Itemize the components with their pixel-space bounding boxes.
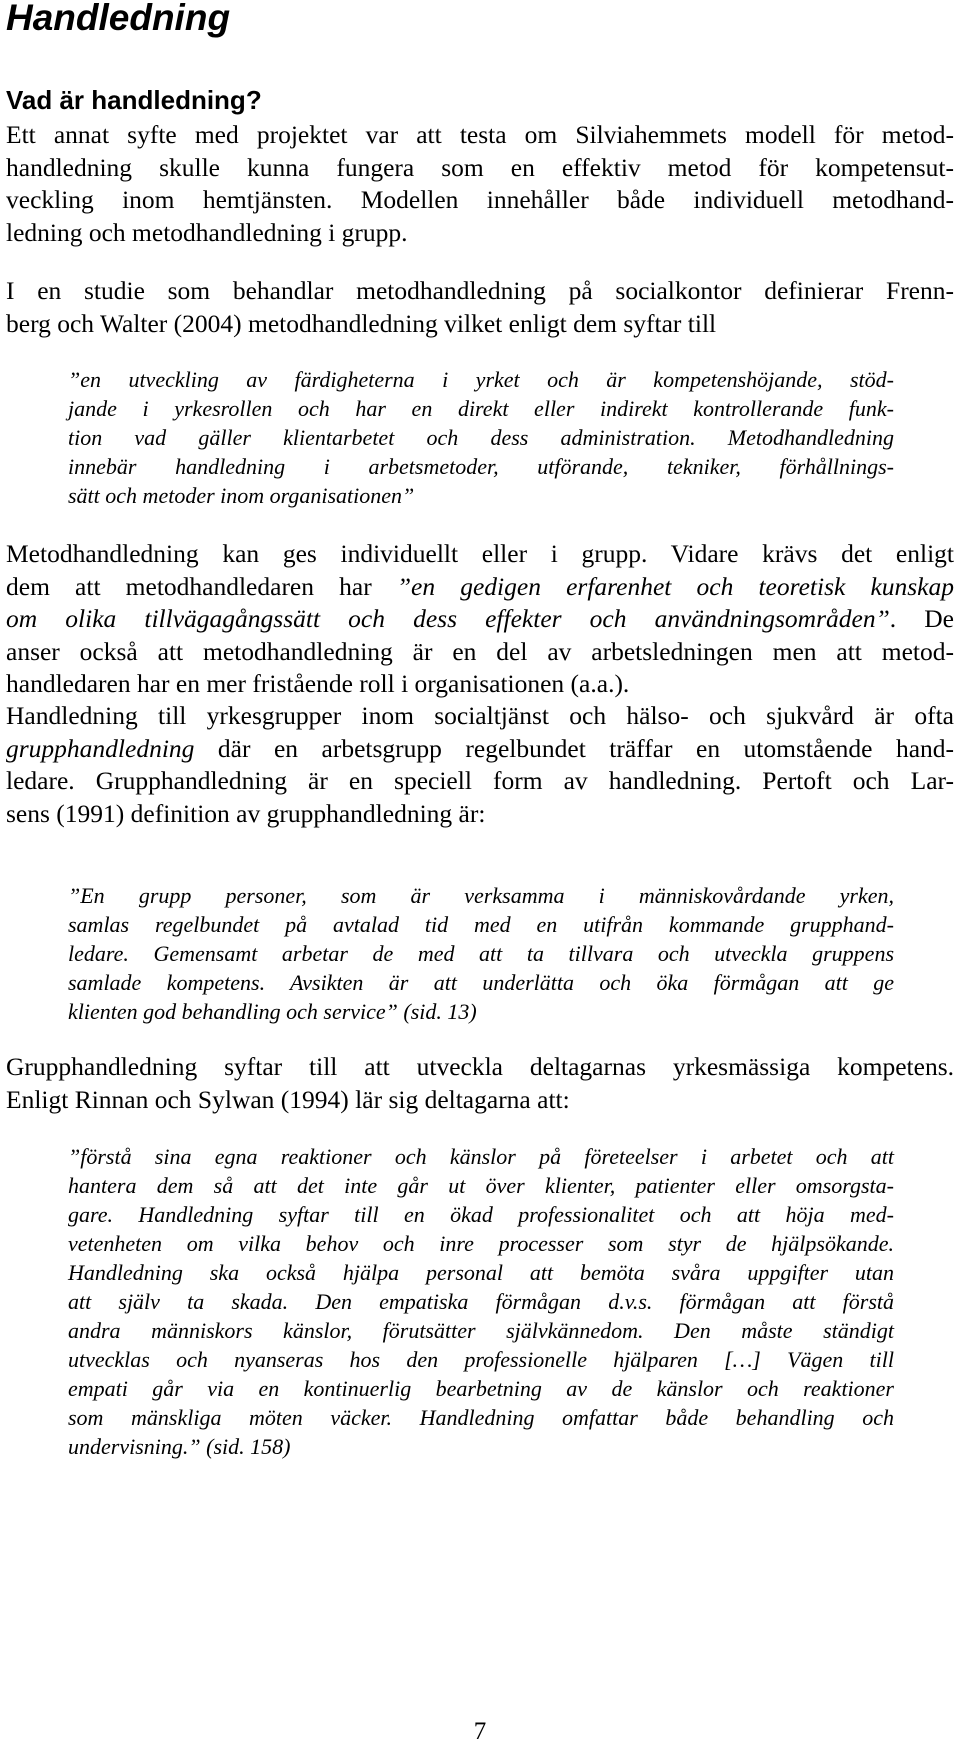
quote-line: undervisning.” (sid. 158)	[68, 1434, 291, 1459]
paragraph-5	[6, 1051, 954, 1116]
quote-3	[68, 1142, 894, 1461]
text-line: Ett annat syfte med projektet var att testa om Silviahemmets modell för metod-	[6, 120, 954, 149]
page-title: Handledning	[6, 0, 231, 38]
quote-line: sätt och metoder inom organisationen”	[68, 483, 415, 508]
text-line: berg och Walter (2004) metodhandledning vilket enligt dem syftar till	[6, 308, 717, 338]
quote-line: andra människors känslor, förutsätter självkännedom. Den måste ständigt	[68, 1318, 894, 1343]
text-line: anser också att metodhandledning är en del av arbetsledningen men att metod-	[6, 636, 954, 666]
paragraph-1	[6, 119, 954, 249]
quote-line: ”förstå sina egna reaktioner och känslor på företeelser i arbetet och att	[68, 1144, 894, 1169]
quote-line: tion vad gäller klientarbetet och dess administration. Metodhandledning	[68, 425, 894, 450]
text-line: Grupphandledning syftar till att utveckla deltagarnas yrkesmässiga kompetens.	[6, 1052, 954, 1081]
inline-quote: ”en gedigen erfarenhet och teoretisk kunskap	[396, 571, 955, 601]
text-span: dem att metodhandledaren har	[6, 571, 397, 601]
text-line	[6, 603, 954, 636]
quote-1	[68, 365, 894, 510]
quote-line: klienten god behandling och service” (sid. 13)	[68, 999, 477, 1024]
quote-line: innebär handledning i arbetsmetoder, utförande, tekniker, förhållnings-	[68, 454, 894, 479]
text-line: handledaren har en mer fristående roll i organisationen (a.a.).	[6, 669, 630, 698]
text-line: handledning skulle kunna fungera som en effektiv metod för kompetensut-	[6, 152, 954, 182]
quote-line: hantera dem så att det inte går ut över klienter, patienter eller omsorgsta-	[68, 1173, 894, 1198]
section-heading: Vad är handledning?	[6, 85, 262, 115]
quote-line: att själv ta skada. Den empatiska förmågan d.v.s. förmågan att förstå	[68, 1289, 894, 1314]
quote-line: som mänskliga möten väcker. Handledning omfattar både behandling och	[68, 1405, 894, 1430]
quote-line: ledare. Gemensamt arbetar de med att ta tillvara och utveckla gruppens	[68, 941, 894, 966]
paragraph-2	[6, 275, 954, 340]
quote-line: jande i yrkesrollen och har en direkt eller indirekt kontrollerande funk-	[68, 396, 894, 421]
quote-line: ”En grupp personer, som är verksamma i människovårdande yrken,	[68, 883, 894, 908]
quote-line: vetenheten om vilka behov och inre processer som styr de hjälpsökande.	[68, 1231, 894, 1256]
quote-2	[68, 881, 894, 1026]
quote-line: utvecklas och nyanseras hos den professionelle hjälparen […] Vägen till	[68, 1347, 894, 1372]
paragraph-3	[6, 538, 954, 701]
italic-term: grupphandledning	[6, 733, 195, 763]
quote-line: ”en utveckling av färdigheterna i yrket och är kompetenshöjande, stöd-	[68, 367, 894, 392]
text-line: I en studie som behandlar metodhandledning på socialkontor definierar Frenn-	[6, 276, 954, 305]
text-span: där en arbetsgrupp regelbundet träffar en utomstående hand-	[194, 733, 954, 763]
text-line: ledning och metodhandledning i grupp.	[6, 217, 408, 247]
text-line	[6, 571, 954, 604]
quote-line: samlade kompetens. Avsikten är att underlätta och öka förmågan att ge	[68, 970, 894, 995]
text-line: sens (1991) definition av grupphandledning är:	[6, 798, 486, 828]
text-line: veckling inom hemtjänsten. Modellen innehåller både individuell metodhand-	[6, 185, 954, 214]
text-span: . De	[889, 604, 955, 633]
text-line: Handledning till yrkesgrupper inom socialtjänst och hälso- och sjukvård är ofta	[6, 701, 954, 730]
quote-line: Handledning ska också hjälpa personal att bemöta svåra uppgifter utan	[68, 1260, 894, 1285]
quote-line: samlas regelbundet på avtalad tid med en utifrån kommande grupphand-	[68, 912, 894, 937]
paragraph-4	[6, 700, 954, 830]
inline-quote: om olika tillvägagångssätt och dess effekter och användningsområden”	[6, 604, 890, 633]
quote-line: empati går via en kontinuerlig bearbetning av de känslor och reaktioner	[68, 1376, 894, 1401]
text-line: Metodhandledning kan ges individuellt eller i grupp. Vidare krävs det enligt	[6, 539, 954, 568]
text-line: Enligt Rinnan och Sylwan (1994) lär sig deltagarna att:	[6, 1084, 570, 1114]
quote-line: gare. Handledning syftar till en ökad professionalitet och att höja med-	[68, 1202, 894, 1227]
page-number: 7	[473, 1718, 487, 1745]
text-line: ledare. Grupphandledning är en speciell form av handledning. Pertoft och Lar-	[6, 766, 954, 795]
text-line	[6, 733, 954, 766]
